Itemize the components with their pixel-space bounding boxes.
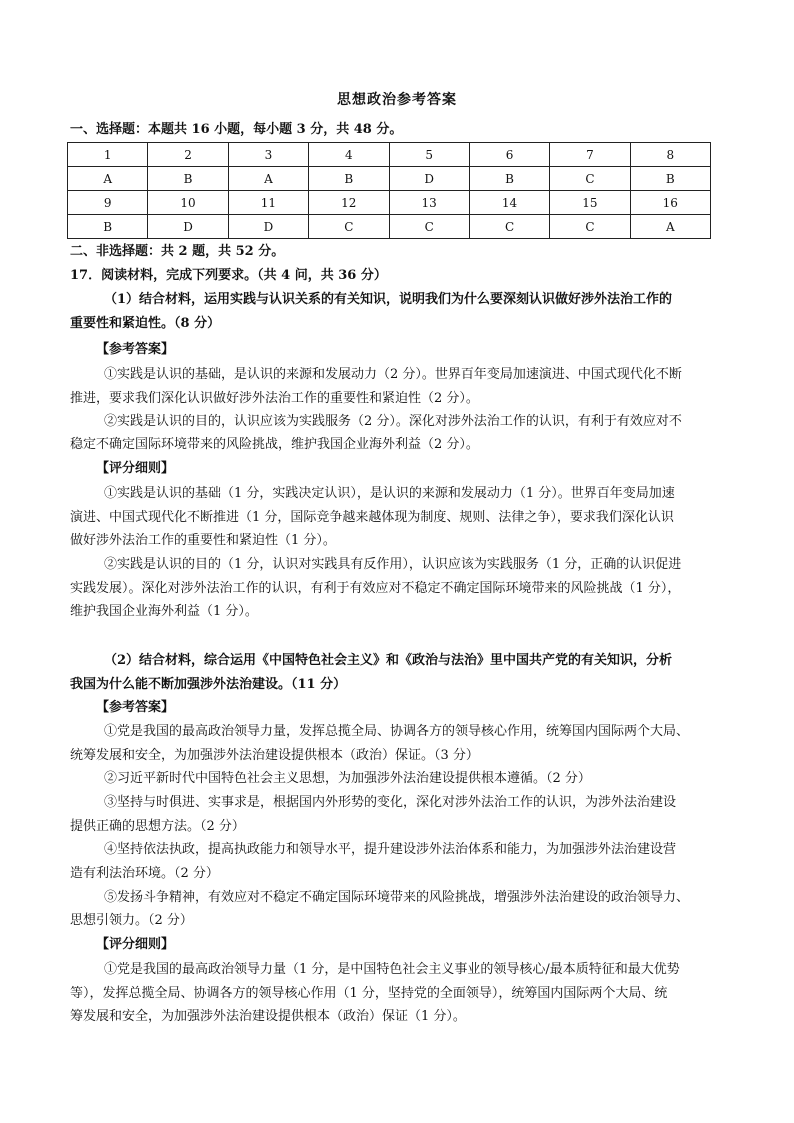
table-cell: B bbox=[630, 167, 710, 191]
table-cell: 6 bbox=[469, 143, 549, 167]
q17-1-rubric-line: 演进、中国式现代化不断推进（1 分，国际竞争越来越体现为制度、规则、法律之争），要求我们深化认识 bbox=[70, 510, 674, 525]
table-cell: 7 bbox=[550, 143, 630, 167]
q17-1-prompt-line: （1）结合材料，运用实践与认识关系的有关知识，说明我们为什么要深刻认识做好涉外法治工作的 bbox=[104, 292, 673, 307]
table-cell: A bbox=[228, 167, 308, 191]
table-cell: A bbox=[68, 167, 148, 191]
q17-2-reference-line: ③坚持与时俱进、实事求是，根据国内外形势的变化，深化对涉外法治工作的认识，为涉外法治建设 bbox=[104, 795, 677, 810]
table-row bbox=[68, 167, 711, 191]
q17-2-reference-line: 统筹发展和安全，为加强涉外法治建设提供根本（政治）保证。（3 分） bbox=[70, 748, 479, 763]
table-cell: C bbox=[309, 215, 389, 239]
table-cell: 13 bbox=[389, 191, 469, 215]
q17-2-reference-line: 思想引领力。（2 分） bbox=[70, 913, 193, 928]
table-cell: 8 bbox=[630, 143, 710, 167]
table-cell: D bbox=[228, 215, 308, 239]
q17-2-reference-line: ②习近平新时代中国特色社会主义思想，为加强涉外法治建设提供根本遵循。（2 分） bbox=[104, 771, 591, 786]
table-cell: 12 bbox=[309, 191, 389, 215]
q17-1-reference-line: 推进，要求我们深化认识做好涉外法治工作的重要性和紧迫性（2 分）。 bbox=[70, 391, 479, 406]
table-cell: 14 bbox=[469, 191, 549, 215]
table-cell: 11 bbox=[228, 191, 308, 215]
table-cell: 1 bbox=[68, 143, 148, 167]
table-cell: C bbox=[550, 215, 630, 239]
table-cell: B bbox=[469, 167, 549, 191]
table-cell: 10 bbox=[148, 191, 228, 215]
table-cell: 16 bbox=[630, 191, 710, 215]
q17-2-prompt-line: 我国为什么能不断加强涉外法治建设。（11 分） bbox=[70, 677, 347, 692]
q17-2-rubric-label: 【评分细则】 bbox=[96, 937, 175, 952]
page-title: 思想政治参考答案 bbox=[337, 92, 457, 108]
table-row bbox=[68, 215, 711, 239]
table-cell: 5 bbox=[389, 143, 469, 167]
table-cell: 15 bbox=[550, 191, 630, 215]
q17-1-rubric-line: 做好涉外法治工作的重要性和紧迫性（1 分）。 bbox=[70, 533, 336, 548]
table-row bbox=[68, 143, 711, 167]
table-cell: A bbox=[630, 215, 710, 239]
q17-2-rubric-line: 等），发挥总揽全局、协调各方的领导核心作用（1 分，坚持党的全面领导），统筹国内国际两个大局、统 bbox=[70, 986, 668, 1001]
table-cell: C bbox=[550, 167, 630, 191]
table-cell: 2 bbox=[148, 143, 228, 167]
q17-1-reference-line: ②实践是认识的目的，认识应该为实践服务（2 分）。深化对涉外法治工作的认识，有利于有效应对不 bbox=[104, 414, 682, 429]
q17-1-reference-line: ①实践是认识的基础，是认识的来源和发展动力（2 分）。世界百年变局加速演进、中国式现代化不断 bbox=[104, 367, 682, 382]
q17-1-rubric-line: ②实践是认识的目的（1 分，认识对实践具有反作用），认识应该为实践服务（1 分，正确的认识促进 bbox=[104, 557, 682, 572]
table-cell: C bbox=[469, 215, 549, 239]
q17-2-reference-line: ⑤发扬斗争精神，有效应对不稳定不确定国际环境带来的风险挑战，增强涉外法治建设的政治领导力、 bbox=[104, 890, 690, 905]
q17-2-rubric-line: ①党是我国的最高政治领导力量（1 分，是中国特色社会主义事业的领导核心/最本质特征和最大优势 bbox=[104, 962, 680, 977]
q17-1-reference-line: 稳定不确定国际环境带来的风险挑战，维护我国企业海外利益（2 分）。 bbox=[70, 437, 479, 452]
table-cell: 4 bbox=[309, 143, 389, 167]
table-row bbox=[68, 191, 711, 215]
q17-2-reference-label: 【参考答案】 bbox=[96, 700, 175, 715]
q17-2-rubric-line: 筹发展和安全，为加强涉外法治建设提供根本（政治）保证（1 分）。 bbox=[70, 1009, 466, 1024]
q17-1-rubric-line: 实践发展）。深化对涉外法治工作的认识，有利于有效应对不稳定不确定国际环境带来的风险挑战（1 分）， bbox=[70, 581, 681, 596]
table-cell: 9 bbox=[68, 191, 148, 215]
answer-table bbox=[67, 142, 711, 239]
table-cell: B bbox=[148, 167, 228, 191]
table-cell: D bbox=[148, 215, 228, 239]
table-cell: 3 bbox=[228, 143, 308, 167]
table-cell: B bbox=[68, 215, 148, 239]
q17-1-rubric-line: 维护我国企业海外利益（1 分）。 bbox=[70, 604, 258, 619]
q17-2-reference-line: ①党是我国的最高政治领导力量，发挥总揽全局、协调各方的领导核心作用，统筹国内国际两个大局、 bbox=[104, 724, 690, 739]
q17-2-reference-line: 造有利法治环境。（2 分） bbox=[70, 866, 219, 881]
q17-1-prompt-line: 重要性和紧迫性。（8 分） bbox=[70, 316, 221, 331]
section1-heading: 一、选择题：本题共 16 小题，每小题 3 分，共 48 分。 bbox=[70, 122, 403, 137]
q17-1-rubric-line: ①实践是认识的基础（1 分，实践决定认识），是认识的来源和发展动力（1 分）。世界百年变局加速 bbox=[104, 486, 675, 501]
q17-1-rubric-label: 【评分细则】 bbox=[96, 461, 175, 476]
section2-heading: 二、非选择题：共 2 题，共 52 分。 bbox=[70, 244, 285, 259]
q17-2-reference-line: ④坚持依法执政，提高执政能力和领导水平，提升建设涉外法治体系和能力，为加强涉外法治建设营 bbox=[104, 842, 677, 857]
q17-2-reference-line: 提供正确的思想方法。（2 分） bbox=[70, 819, 245, 834]
q17-1-reference-label: 【参考答案】 bbox=[96, 342, 175, 357]
table-cell: D bbox=[389, 167, 469, 191]
table-cell: B bbox=[309, 167, 389, 191]
q17-heading: 17．阅读材料，完成下列要求。（共 4 问，共 36 分） bbox=[70, 268, 387, 283]
q17-2-prompt-line: （2）结合材料，综合运用《中国特色社会主义》和《政治与法治》里中国共产党的有关知识，分析 bbox=[104, 653, 673, 668]
table-cell: C bbox=[389, 215, 469, 239]
